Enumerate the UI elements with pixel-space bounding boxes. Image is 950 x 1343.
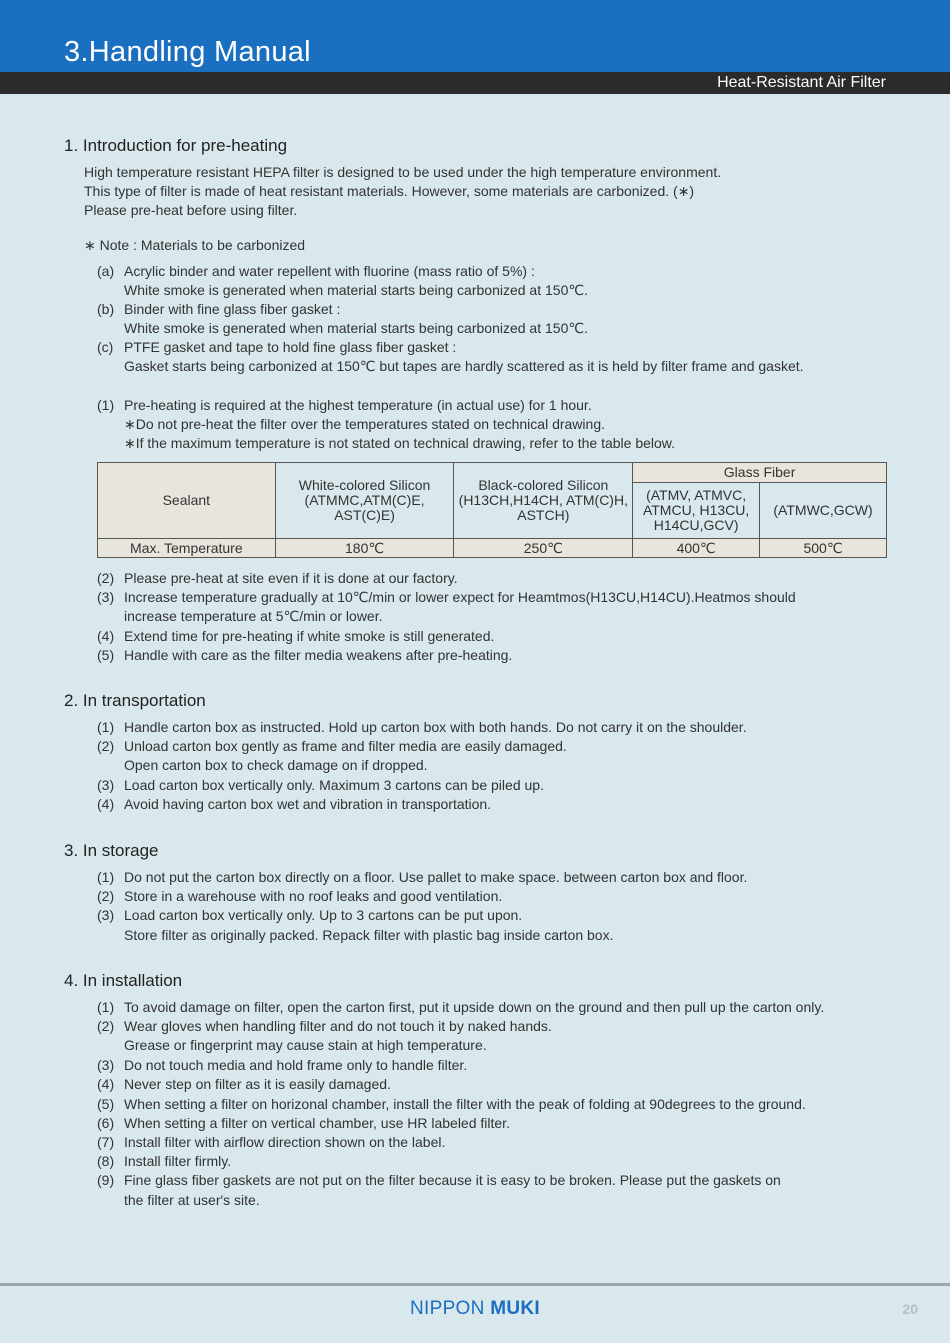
step-line: Pre-heating is required at the highest temperature (in actual use) for 1 hour.	[124, 397, 592, 413]
table-header-black-silicon: Black-colored Silicon (H13CH,H14CH, ATM(C)H, ASTCH)	[454, 463, 633, 539]
step-line: Grease or fingerprint may cause stain at high temperature.	[124, 1037, 487, 1053]
intro-line: This type of filter is made of heat resistant materials. However, some materials are carbonized. (∗)	[84, 183, 695, 199]
note-title: ∗ Note : Materials to be carbonized	[84, 237, 306, 253]
step-line: Store filter as originally packed. Repack filter with plastic bag inside carton box.	[124, 927, 614, 943]
step-line: Load carton box vertically only. Up to 3 cartons can be put upon.	[124, 907, 523, 923]
note-label: (b)	[97, 301, 115, 317]
step-line: Do not put the carton box directly on a floor. Use pallet to make space. between carton box and floor.	[124, 869, 748, 885]
brand-name-nippon: NIPPON	[410, 1298, 485, 1319]
note-line: PTFE gasket and tape to hold fine glass fiber gasket :	[124, 339, 457, 355]
step-label: (1)	[97, 719, 115, 735]
step-label: (2)	[97, 570, 115, 586]
step-label: (9)	[97, 1172, 115, 1188]
step-line: Handle with care as the filter media weakens after pre-heating.	[124, 647, 513, 663]
table-header-white-silicon: White-colored Silicon (ATMMC,ATM(C)E, AST(C)E)	[275, 463, 454, 539]
step-label: (5)	[97, 647, 115, 663]
step-label: (3)	[97, 1057, 115, 1073]
step-label: (3)	[97, 907, 115, 923]
table-cell-temp: 250℃	[454, 539, 633, 558]
page-number: 20	[902, 1301, 918, 1317]
note-line: Binder with fine glass fiber gasket :	[124, 301, 341, 317]
table-header-glass-b: (ATMWC,GCW)	[760, 483, 887, 539]
table-cell-temp: 400℃	[633, 539, 760, 558]
section-title: 1. Introduction for pre-heating	[64, 136, 288, 155]
table-header-sealant: Sealant	[98, 463, 276, 539]
step-line: Unload carton box gently as frame and filter media are easily damaged.	[124, 738, 567, 754]
footer-divider	[0, 1283, 950, 1286]
step-line: Install filter firmly.	[124, 1153, 232, 1169]
note-line: Acrylic binder and water repellent with fluorine (mass ratio of 5%) :	[124, 263, 535, 279]
step-line: ∗Do not pre-heat the filter over the temperatures stated on technical drawing.	[124, 416, 605, 432]
step-label: (3)	[97, 777, 115, 793]
step-line: When setting a filter on vertical chamber, use HR labeled filter.	[124, 1115, 510, 1131]
step-label: (4)	[97, 1076, 115, 1092]
step-line: Load carton box vertically only. Maximum 3 cartons can be piled up.	[124, 777, 544, 793]
step-line: Please pre-heat at site even if it is done at our factory.	[124, 570, 458, 586]
intro-line: High temperature resistant HEPA filter is designed to be used under the high temperature environment.	[84, 164, 722, 180]
intro-line: Please pre-heat before using filter.	[84, 202, 298, 218]
step-line: the filter at user's site.	[124, 1192, 260, 1208]
table-header-glass-fiber: Glass Fiber	[633, 463, 887, 483]
step-label: (2)	[97, 888, 115, 904]
step-label: (4)	[97, 796, 115, 812]
note-line: Gasket starts being carbonized at 150℃ but tapes are hardly scattered as it is held by filter frame and gasket.	[124, 358, 804, 374]
table-cell-temp: 180℃	[275, 539, 454, 558]
brand-name-muki: MUKI	[490, 1298, 540, 1319]
step-line: Wear gloves when handling filter and do not touch it by naked hands.	[124, 1018, 552, 1034]
step-line: increase temperature at 5℃/min or lower.	[124, 608, 383, 624]
page-title: 3.Handling Manual	[64, 36, 311, 68]
step-label: (1)	[97, 397, 115, 413]
step-line: Store in a warehouse with no roof leaks and good ventilation.	[124, 888, 503, 904]
step-label: (5)	[97, 1096, 115, 1112]
step-line: Fine glass fiber gaskets are not put on the filter because it is easy to be broken. Please put the gaskets on	[124, 1172, 781, 1188]
section-title: 3. In storage	[64, 841, 159, 860]
step-line: Never step on filter as it is easily damaged.	[124, 1076, 391, 1092]
step-label: (1)	[97, 869, 115, 885]
table-cell-temp: 500℃	[760, 539, 887, 558]
step-label: (8)	[97, 1153, 115, 1169]
step-line: Handle carton box as instructed. Hold up carton box with both hands. Do not carry it on the shoulder.	[124, 719, 747, 735]
step-label: (3)	[97, 589, 115, 605]
step-label: (4)	[97, 628, 115, 644]
note-label: (c)	[97, 339, 114, 355]
step-label: (1)	[97, 999, 115, 1015]
step-line: Extend time for pre-heating if white smoke is still generated.	[124, 628, 495, 644]
note-label: (a)	[97, 263, 115, 279]
step-line: Increase temperature gradually at 10℃/min or lower expect for Heamtmos(H13CU,H14CU).Heatmos should	[124, 589, 796, 605]
table-header-glass-a: (ATMV, ATMVC, ATMCU, H13CU, H14CU,GCV)	[633, 483, 760, 539]
step-line: ∗If the maximum temperature is not stated on technical drawing, refer to the table below.	[124, 435, 676, 451]
section-title: 2. In transportation	[64, 691, 206, 710]
step-line: When setting a filter on horizonal chamber, install the filter with the peak of folding at 90degrees to the ground.	[124, 1096, 806, 1112]
page-subtitle: Heat-Resistant Air Filter	[717, 74, 886, 91]
step-label: (2)	[97, 738, 115, 754]
step-line: Avoid having carton box wet and vibration in transportation.	[124, 796, 492, 812]
section-title: 4. In installation	[64, 971, 183, 990]
footer-brand	[0, 1298, 950, 1320]
step-label: (2)	[97, 1018, 115, 1034]
step-line: Install filter with airflow direction shown on the label.	[124, 1134, 446, 1150]
table-row-label: Max. Temperature	[98, 539, 276, 558]
step-label: (6)	[97, 1115, 115, 1131]
step-label: (7)	[97, 1134, 115, 1150]
temperature-table	[97, 462, 887, 558]
step-line: To avoid damage on filter, open the carton first, put it upside down on the ground and then pull up the carton only.	[124, 999, 825, 1015]
note-line: White smoke is generated when material starts being carbonized at 150℃.	[124, 282, 588, 298]
step-line: Open carton box to check damage on if dropped.	[124, 757, 428, 773]
step-line: Do not touch media and hold frame only to handle filter.	[124, 1057, 468, 1073]
note-line: White smoke is generated when material starts being carbonized at 150℃.	[124, 320, 588, 336]
